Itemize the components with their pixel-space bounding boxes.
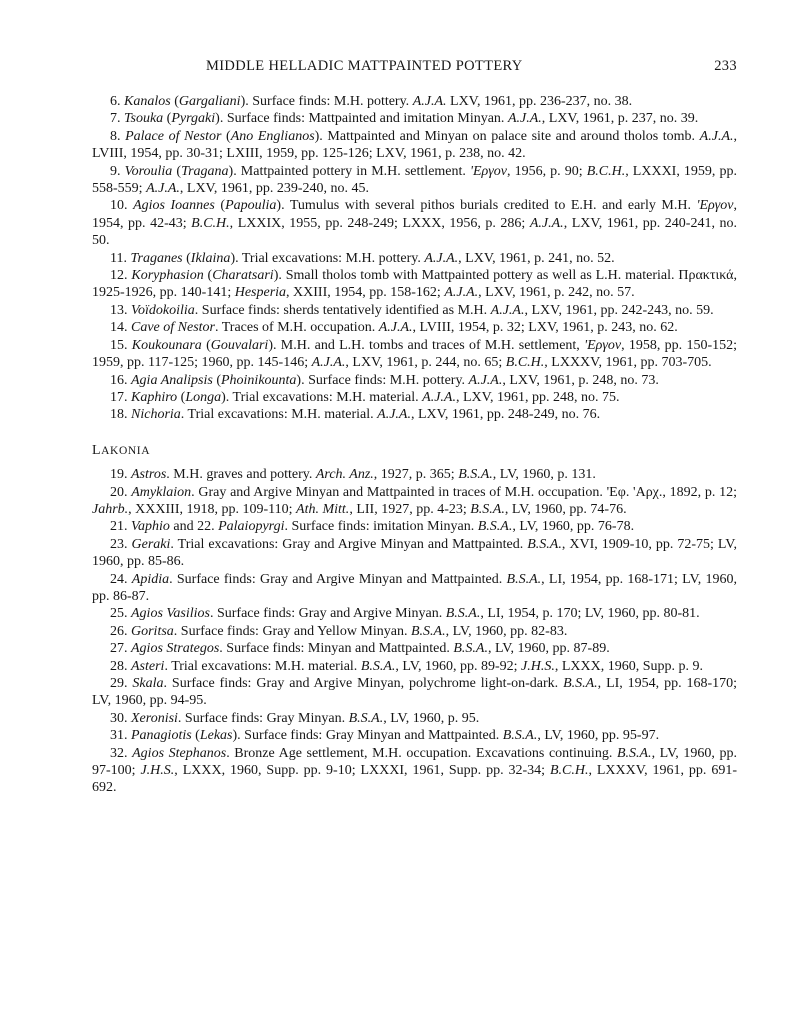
bibliography-entry: 18. Nichoria. Trial excavations: M.H. material. A.J.A., LXV, 1961, pp. 248-249, no. 76. xyxy=(110,407,601,423)
bibliography-entry: 10. Agios Ioannes (Papoulia). Tumulus with several pithos burials credited to E.H. and early M.H. 'Εργον, 1954, pp. 42-43; B.C.H., LXXIX, 1955, pp. 248-249; LXXX, 1956, p. 286; A.J.A., LXV, 1961, pp. 240-241, no. 50. xyxy=(92,198,738,249)
section-heading-text: LAKONIA xyxy=(92,442,151,458)
bibliography-entry: 11. Traganes (Iklaina). Trial excavations: M.H. pottery. A.J.A., LXV, 1961, p. 241, no. 52. xyxy=(110,250,615,266)
bibliography-entry: 25. Agios Vasilios. Surface finds: Gray and Argive Minyan. B.S.A., LI, 1954, p. 170; LV, 1960, pp. 80-81. xyxy=(110,606,700,622)
running-title: MIDDLE HELLADIC MATTPAINTED POTTERY xyxy=(206,58,523,74)
bibliography-entry: 12. Koryphasion (Charatsari). Small tholos tomb with Mattpainted pottery as well as L.H. material. Πρακτικά, 1925-1926, pp. 140-141; Hesperia, XXIII, 1954, pp. 158-162; A.J.A., LXV, 1961, p. 242, no. 57. xyxy=(92,268,737,301)
bibliography-entry: 26. Goritsa. Surface finds: Gray and Yellow Minyan. B.S.A., LV, 1960, pp. 82-83. xyxy=(110,623,568,639)
bibliography-entry: 28. Asteri. Trial excavations: M.H. material. B.S.A., LV, 1960, pp. 89-92; J.H.S., LXXX, 1960, Supp. p. 9. xyxy=(110,658,704,674)
bibliography-entry: 21. Vaphio and 22. Palaiopyrgi. Surface finds: imitation Minyan. B.S.A., LV, 1960, pp. 76-78. xyxy=(110,519,635,535)
lakonia-entries xyxy=(92,466,737,797)
section-heading-lakonia xyxy=(92,441,737,460)
page-header xyxy=(92,58,737,80)
bibliography-entry: 8. Palace of Nestor (Ano Englianos). Mattpainted and Minyan on palace site and around tholos tomb. A.J.A., LVIII, 1954, pp. 30-31; LXIII, 1959, pp. 125-126; LXV, 1961, p. 238, no. 42. xyxy=(92,128,737,162)
bibliography-entry: 17. Kaphiro (Longa). Trial excavations: M.H. material. A.J.A., LXV, 1961, pp. 248, no. 75. xyxy=(110,389,620,405)
bibliography-entry: 9. Voroulia (Tragana). Mattpainted pottery in M.H. settlement. 'Εργον, 1956, p. 90; B.C.H., LXXXI, 1959, pp. 558-559; A.J.A., LXV, 1961, pp. 239-240, no. 45. xyxy=(92,163,738,197)
bibliography-entry: 29. Skala. Surface finds: Gray and Argive Minyan, polychrome light-on-dark. B.S.A., LI, 1954, pp. 168-170; LV, 1960, pp. 94-95. xyxy=(92,676,738,709)
bibliography-entry: 7. Tsouka (Pyrgaki). Surface finds: Mattpainted and imitation Minyan. A.J.A., LXV, 1961, p. 237, no. 39. xyxy=(110,111,699,127)
bibliography-entry: 15. Koukounara (Gouvalari). M.H. and L.H. tombs and traces of M.H. settlement, 'Εργον, 1958, pp. 150-152; 1959, pp. 117-125; 1960, pp. 145-146; A.J.A., LXV, 1961, p. 244, no. 65; B.C.H., LXXXV, 1961, pp. 703-705. xyxy=(92,337,737,371)
bibliography-entry: 23. Geraki. Trial excavations: Gray and Argive Minyan and Mattpainted. B.S.A., XVI, 1909-10, pp. 72-75; LV, 1960, pp. 85-86. xyxy=(92,536,738,570)
bibliography-entry: 13. Voïdokoilia. Surface finds: sherds tentatively identified as M.H. A.J.A., LXV, 1961, pp. 242-243, no. 59. xyxy=(110,302,714,318)
bibliography-entry: 16. Agia Analipsis (Phoinikounta). Surface finds: M.H. pottery. A.J.A., LXV, 1961, p. 248, no. 73. xyxy=(110,372,659,388)
bibliography-entry: 19. Astros. M.H. graves and pottery. Arch. Anz., 1927, p. 365; B.S.A., LV, 1960, p. 131. xyxy=(110,467,596,483)
page-number: 233 xyxy=(714,58,737,74)
entry-list xyxy=(92,93,737,797)
bibliography-entry: 32. Agios Stephanos. Bronze Age settlement, M.H. occupation. Excavations continuing. B.S.A., LV, 1960, pp. 97-100; J.H.S., LXXX, 1960, Supp. pp. 9-10; LXXXI, 1961, Supp. pp. 32-34; B.C.H., LXXXV, 1961, pp. 691-692. xyxy=(92,745,737,796)
bibliography-entry: 24. Apidia. Surface finds: Gray and Argive Minyan and Mattpainted. B.S.A., LI, 1954, pp. 168-171; LV, 1960, pp. 86-87. xyxy=(92,571,738,604)
messenia-entries xyxy=(92,93,737,424)
bibliography-entry: 27. Agios Strategos. Surface finds: Minyan and Mattpainted. B.S.A., LV, 1960, pp. 87-89. xyxy=(110,641,610,657)
bibliography-entry: 6. Kanalos (Gargaliani). Surface finds: M.H. pottery. A.J.A. LXV, 1961, pp. 236-237, no. 38. xyxy=(110,94,633,109)
bibliography-entry: 20. Amyklaion. Gray and Argive Minyan and Mattpainted in traces of M.H. occupation. 'Εφ. 'Αρχ., 1892, p. 12; Jahrb., XXXIII, 1918, pp. 109-110; Ath. Mitt., LII, 1927, pp. 4-23; B.S.A., LV, 1960, pp. 74-76. xyxy=(92,484,738,517)
bibliography-entry: 31. Panagiotis (Lekas). Surface finds: Gray Minyan and Mattpainted. B.S.A., LV, 1960, pp. 95-97. xyxy=(110,728,660,744)
bibliography-entry: 30. Xeronisi. Surface finds: Gray Minyan. B.S.A., LV, 1960, p. 95. xyxy=(110,710,480,726)
bibliography-entry: 14. Cave of Nestor. Traces of M.H. occupation. A.J.A., LVIII, 1954, p. 32; LXV, 1961, p. 243, no. 62. xyxy=(110,320,678,336)
